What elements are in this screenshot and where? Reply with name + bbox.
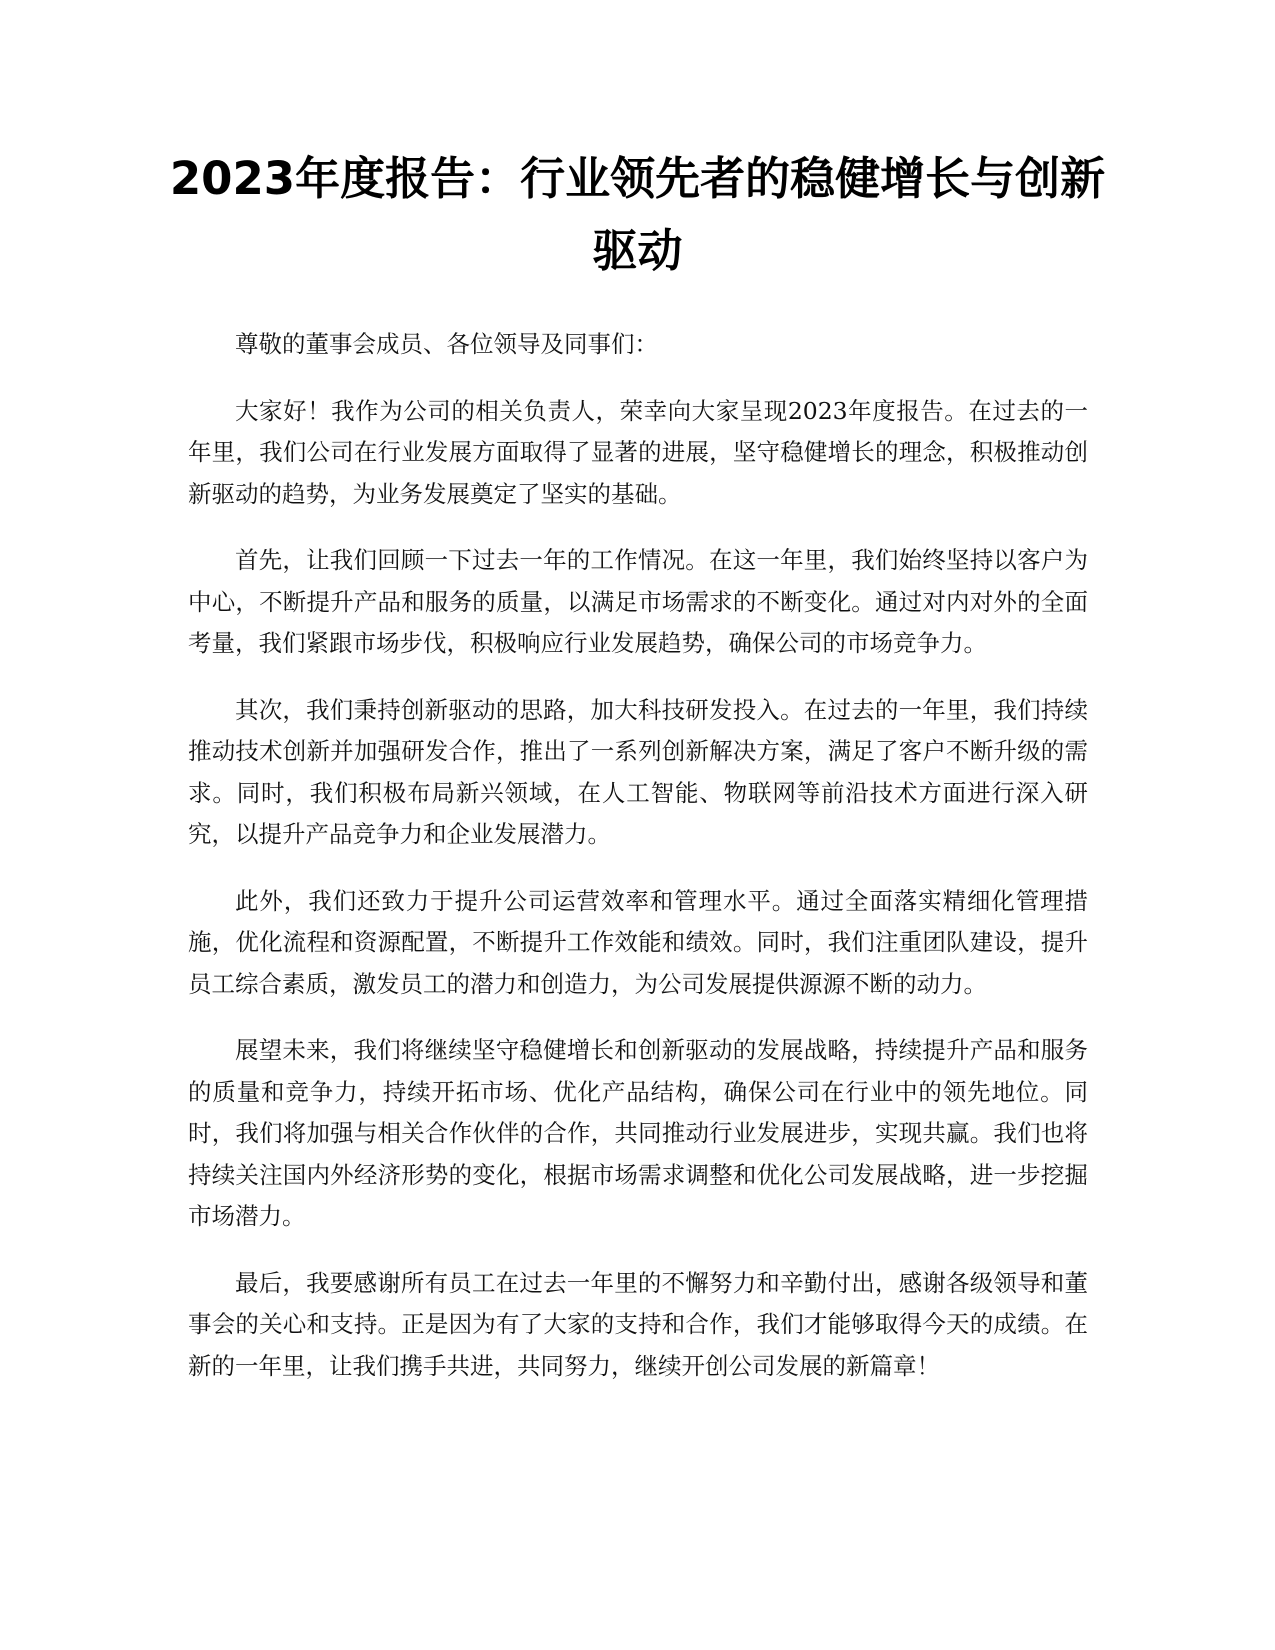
document-body: [188, 324, 1088, 1412]
paragraph-review: 首先，让我们回顾一下过去一年的工作情况。在这一年里，我们始终坚持以客户为中心，不断提升产品和服务的质量，以满足市场需求的不断变化。通过对内对外的全面考量，我们紧跟市场步伐，积极响应行业发展趋势，确保公司的市场竞争力。: [188, 546, 1088, 657]
paragraph-operations: 此外，我们还致力于提升公司运营效率和管理水平。通过全面落实精细化管理措施，优化流程和资源配置，不断提升工作效能和绩效。同时，我们注重团队建设，提升员工综合素质，激发员工的潜力和创造力，为公司发展提供源源不断的动力。: [188, 886, 1088, 998]
document-title: 2023年度报告：行业领先者的稳健增长与创新驱动: [169, 152, 1106, 277]
paragraph-outlook: 展望未来，我们将继续坚守稳健增长和创新驱动的发展战略，持续提升产品和服务的质量和竞争力，持续开拓市场、优化产品结构，确保公司在行业中的领先地位。同时，我们将加强与相关合作伙伴的合作，共同推动行业发展进步，实现共赢。我们也将持续关注国内外经济形势的变化，根据市场需求调整和优化公司发展战略，进一步挖掘市场潜力。: [188, 1036, 1088, 1230]
paragraph-intro: 大家好！我作为公司的相关负责人，荣幸向大家呈现2023年度报告。在过去的一年里，我们公司在行业发展方面取得了显著的进展，坚守稳健增长的理念，积极推动创新驱动的趋势，为业务发展奠定了坚实的基础。: [188, 396, 1088, 508]
salutation: 尊敬的董事会成员、各位领导及同事们：: [235, 330, 658, 358]
paragraph-innovation: 其次，我们秉持创新驱动的思路，加大科技研发投入。在过去的一年里，我们持续推动技术创新并加强研发合作，推出了一系列创新解决方案，满足了客户不断升级的需求。同时，我们积极布局新兴领域，在人工智能、物联网等前沿技术方面进行深入研究，以提升产品竞争力和企业发展潜力。: [188, 695, 1088, 848]
paragraph-thanks: 最后，我要感谢所有员工在过去一年里的不懈努力和辛勤付出，感谢各级领导和董事会的关心和支持。正是因为有了大家的支持和合作，我们才能够取得今天的成绩。在新的一年里，让我们携手共进，共同努力，继续开创公司发展的新篇章！: [188, 1268, 1088, 1380]
